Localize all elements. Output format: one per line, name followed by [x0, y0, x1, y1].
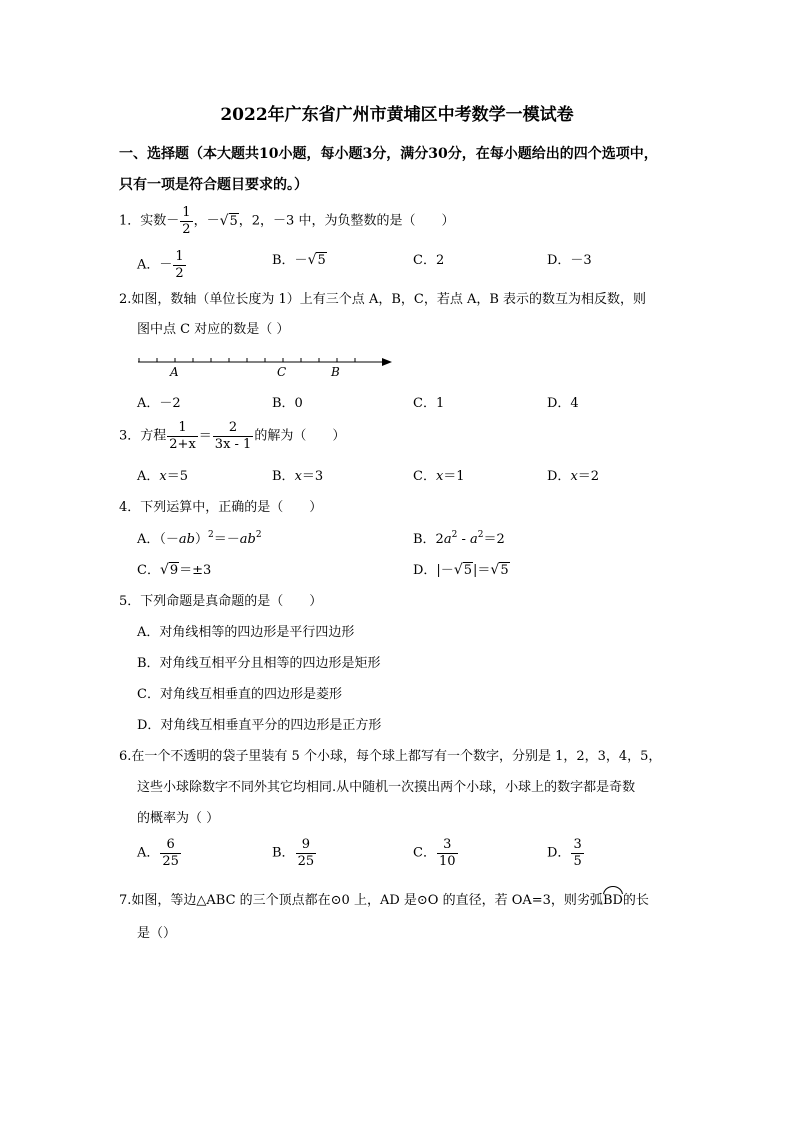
question-2-option-d: D．4: [547, 396, 579, 411]
question-7-stem-line2: 是（）: [137, 926, 177, 941]
question-6-option-b: B． $\frac{9}{25}$: [272, 837, 315, 869]
question-3-option-b: B．x＝3: [272, 469, 324, 484]
question-1-option-b: B．－√5: [272, 252, 326, 268]
sqrt: √5: [219, 212, 238, 229]
question-1-option-a: A．－ $\frac{1}{2}$: [137, 249, 184, 281]
number-line-ticks: [139, 358, 355, 362]
question-6-stem-line3: 的概率为（ ）: [137, 811, 220, 826]
question-5-option-c: C．对角线互相垂直的四边形是菱形: [137, 687, 342, 702]
question-5-stem: 5．下列命题是真命题的是（ ）: [119, 594, 323, 609]
axis-label-c: C: [277, 365, 287, 379]
question-2-option-a: A．－2: [137, 396, 181, 411]
page-title: 2022年广东省广州市黄埔区中考数学一模试卷: [220, 105, 574, 125]
question-6-option-c: C． $\frac{3}{10}$: [413, 837, 456, 869]
question-5-option-d: D．对角线互相垂直平分的四边形是正方形: [137, 718, 382, 733]
question-2-option-b: B．0: [272, 396, 303, 411]
axis-label-b: B: [331, 365, 340, 379]
question-1-option-c: C．2: [413, 253, 445, 268]
section-heading-line1: 一、选择题（本大题共10小题，每小题3分，满分30分，在每小题给出的四个选项中，: [119, 146, 658, 162]
question-3-option-a: A．x＝5: [137, 469, 189, 484]
question-3-option-c: C．x＝1: [413, 469, 465, 484]
section-heading-line2: 只有一项是符合题目要求的。）: [119, 177, 308, 193]
question-6-stem-line2: 这些小球除数字不同外其它均相同.从中随机一次摸出两个小球，小球上的数字都是奇数: [137, 780, 636, 795]
question-2-stem-line1: 2.如图，数轴（单位长度为 1）上有三个点 A，B，C，若点 A，B 表示的数互为相反数，则: [119, 292, 647, 307]
question-6-option-a: A． $\frac{6}{25}$: [137, 837, 179, 869]
number-line-figure: [130, 350, 400, 380]
number-line-arrow: [382, 358, 392, 366]
question-4-option-b: B．$2a^2 - a^2=2$: [413, 530, 505, 547]
arc-bd: BD: [603, 894, 623, 907]
question-4-option-a: A．$(-ab)^2=-ab^2$: [137, 530, 262, 547]
question-5-option-a: A．对角线相等的四边形是平行四边形: [137, 625, 355, 640]
question-3-stem: 3．方程 $\frac{1}{2+x}$ ＝ $\frac{2}{3x - 1}$ 的解为（ ）: [119, 420, 346, 452]
question-1-stem: 1．实数－ $\frac{1}{2}$ ，－√5，2，－3 中，为负整数的是（ ）: [119, 205, 455, 237]
question-4-option-c: C．√9＝±3: [137, 562, 212, 578]
axis-label-a: A: [170, 365, 179, 379]
fraction: $\frac{1}{2}$: [182, 205, 191, 237]
question-6-option-d: D． $\frac{3}{5}$: [547, 837, 582, 869]
question-1-option-d: D．－3: [547, 253, 592, 268]
question-6-stem-line1: 6.在一个不透明的袋子里装有 5 个小球，每个球上都写有一个数字，分别是 1，2，3，4，5，: [119, 749, 662, 764]
question-4-stem: 4．下列运算中，正确的是（ ）: [119, 500, 323, 515]
question-2-stem-line2: 图中点 C 对应的数是（ ）: [137, 322, 290, 337]
question-4-option-d: D．|－√5|＝√5: [413, 562, 509, 578]
question-3-option-d: D．x＝2: [547, 469, 600, 484]
question-5-option-b: B．对角线互相平分且相等的四边形是矩形: [137, 656, 381, 671]
question-7-stem-line1: 7.如图，等边△ABC 的三个顶点都在⊙0 上，AD 是⊙O 的直径，若 OA=3，则劣弧 BD的长: [119, 894, 649, 907]
question-2-option-c: C．1: [413, 396, 445, 411]
